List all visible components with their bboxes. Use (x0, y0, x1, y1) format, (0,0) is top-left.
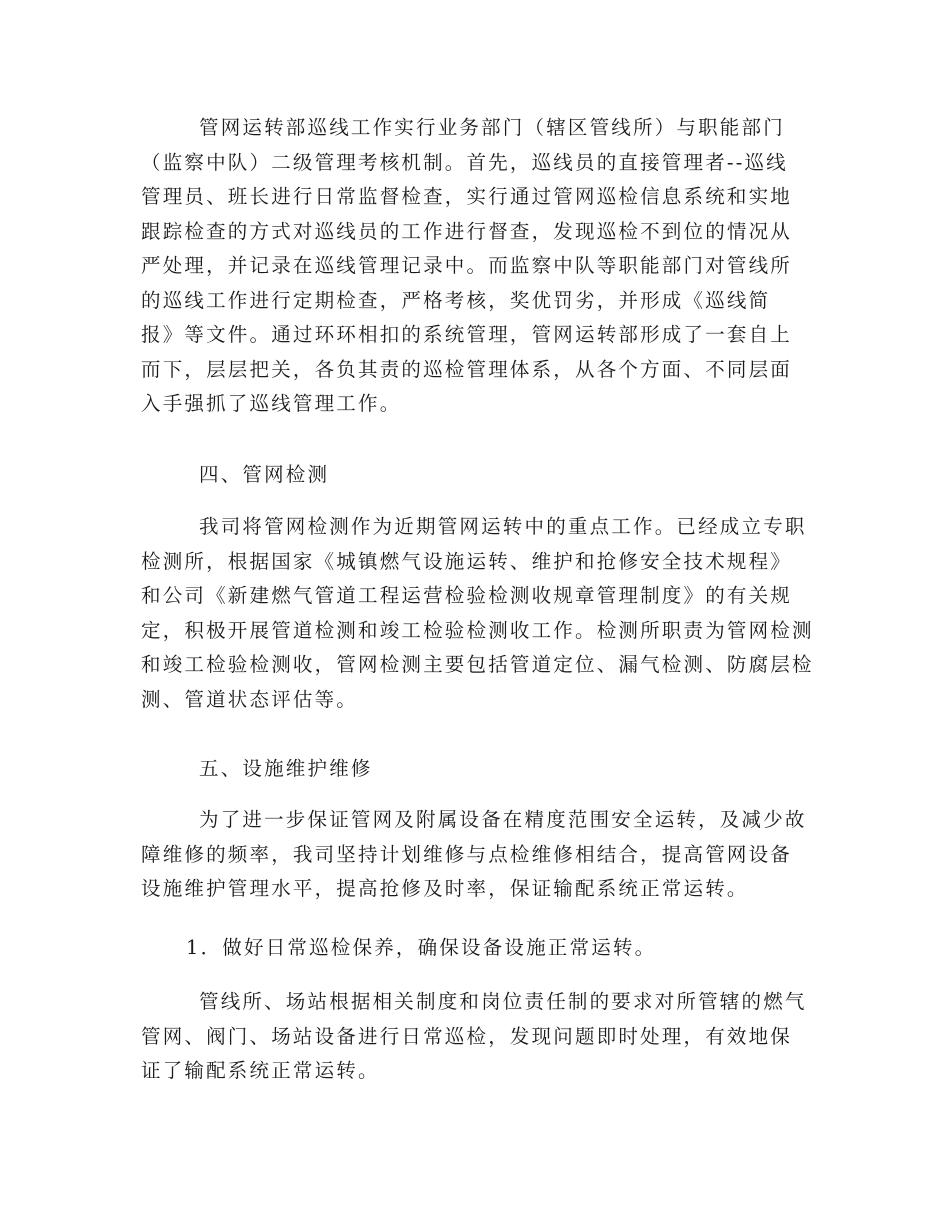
paragraph-line: 管线所、场站根据相关制度和岗位责任制的要求对所管辖的燃气 (199, 990, 807, 1013)
paragraph-line: 和公司《新建燃气管道工程运营检验检测收规章管理制度》的有关规 (141, 584, 793, 607)
section-heading-pipeline-inspection: 四、管网检测 (199, 463, 330, 486)
paragraph-line: 严处理，并记录在巡线管理记录中。而监察中队等职能部门对管线所 (141, 254, 793, 277)
paragraph-line: 检测所，根据国家《城镇燃气设施运转、维护和抢修安全技术规程》 (141, 549, 793, 573)
paragraph-patrol-management (141, 111, 809, 422)
paragraph-line: 我司将管网检测作为近期管网运转中的重点工作。已经成立专职 (199, 515, 807, 538)
paragraph-line: 管理员、班长进行日常监督检查，实行通过管网巡检信息系统和实地 (141, 185, 793, 208)
paragraph-facility-maintenance (141, 803, 809, 907)
paragraph-daily-patrol (141, 985, 809, 1089)
paragraph-line: 设施维护管理水平，提高抢修及时率，保证输配系统正常运转。 (141, 877, 749, 900)
paragraph-line: 的巡线工作进行定期检查，严格考核，奖优罚劣，并形成《巡线简 (141, 288, 771, 312)
paragraph-line: （监察中队）二级管理考核机制。首先，巡线员的直接管理者--巡线 (141, 150, 788, 174)
paragraph-line: 报》等文件。通过环环相扣的系统管理，管网运转部形成了一套自上 (141, 323, 793, 346)
paragraph-line: 测、管道状态评估等。 (141, 687, 359, 711)
paragraph-line: 为了进一步保证管网及附属设备在精度范围安全运转，及减少故 (199, 808, 807, 831)
paragraph-line: 而下，层层把关，各负其责的巡检管理体系，从各个方面、不同层面 (141, 357, 793, 381)
subheading-daily-patrol: 1．做好日常巡检保养，确保设备设施正常运转。 (186, 936, 657, 959)
paragraph-line: 跟踪检查的方式对巡线员的工作进行督查，发现巡检不到位的情况从 (141, 219, 793, 243)
paragraph-line: 和竣工检验检测收，管网检测主要包括管道定位、漏气检测、防腐层检 (141, 653, 814, 676)
paragraph-line: 入手强抓了巡线管理工作。 (141, 392, 402, 415)
paragraph-line: 管网运转部巡线工作实行业务部门（辖区管线所）与职能部门 (199, 116, 785, 139)
paragraph-line: 管网、阀门、场站设备进行日常巡检，发现问题即时处理，有效地保 (141, 1024, 793, 1048)
paragraph-pipeline-inspection (141, 510, 814, 717)
paragraph-line: 证了输配系统正常运转。 (141, 1059, 380, 1082)
section-heading-facility-maintenance: 五、设施维护维修 (199, 757, 373, 780)
paragraph-line: 障维修的频率，我司坚持计划维修与点检维修相结合，提高管网设备 (141, 842, 793, 866)
paragraph-line: 定，积极开展管道检测和竣工检验检测收工作。检测所职责为管网检测 (141, 618, 814, 642)
